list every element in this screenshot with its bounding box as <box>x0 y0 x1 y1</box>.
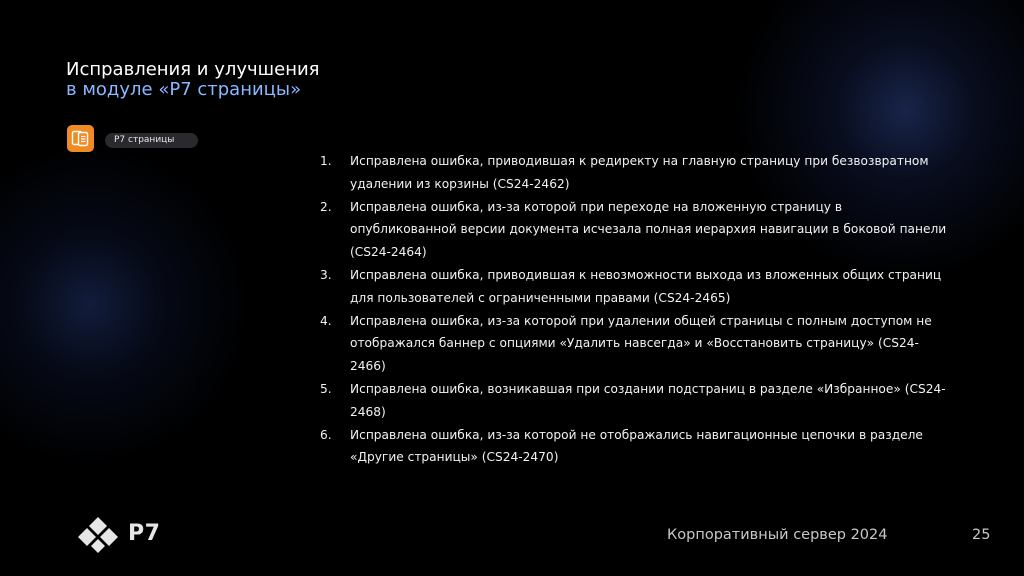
logo-text: Р7 <box>128 521 161 546</box>
slide-title <box>66 60 320 100</box>
fix-item <box>320 378 950 424</box>
fix-item <box>320 150 950 196</box>
pages-icon <box>67 125 94 152</box>
fix-item-number: 4. <box>320 313 332 328</box>
pages-icon-glyph <box>71 130 90 147</box>
module-tag: Р7 страницы <box>105 133 198 148</box>
slide-title-line1: Исправления и улучшения <box>66 59 320 80</box>
page-number: 25 <box>972 527 991 543</box>
fix-item-text: Исправлена ошибка, из-за которой при переходе на вложенную страницу в опубликованной версии документа исчезала полная иерархия навигации в боковой панели (CS24-2464) <box>350 199 947 260</box>
fix-item-text: Исправлена ошибка, возникавшая при создании подстраниц в разделе «Избранное» (CS24-2468) <box>350 381 946 419</box>
footer-text: Корпоративный сервер 2024 <box>667 527 888 543</box>
slide-title-line2: в модуле «Р7 страницы» <box>66 79 302 100</box>
fix-item-text: Исправлена ошибка, приводившая к невозможности выхода из вложенных общих страниц для пользователей с ограниченными правами (CS24-2465) <box>350 267 942 305</box>
fix-item <box>320 424 950 470</box>
fix-item-text: Исправлена ошибка, из-за которой не отображались навигационные цепочки в разделе «Другие страницы» (CS24-2470) <box>350 427 923 465</box>
r7-diamond-logo-icon <box>74 516 122 554</box>
fix-item-number: 3. <box>320 267 332 282</box>
fix-item-text: Исправлена ошибка, из-за которой при удалении общей страницы с полным доступом не отображался баннер с опциями «Удалить навсегда» и «Восстановить страницу» (CS24-2466) <box>350 313 932 374</box>
fix-item <box>320 310 950 378</box>
fix-item-text: Исправлена ошибка, приводившая к редиректу на главную страницу при безвозвратном удалении из корзины (CS24-2462) <box>350 154 929 191</box>
fix-list <box>320 150 950 469</box>
fix-item-number: 2. <box>320 199 332 214</box>
fix-item-number: 6. <box>320 427 332 442</box>
fix-item-number: 5. <box>320 381 332 396</box>
fix-item <box>320 196 950 264</box>
fix-item-number: 1. <box>320 154 332 168</box>
fix-item <box>320 264 950 310</box>
